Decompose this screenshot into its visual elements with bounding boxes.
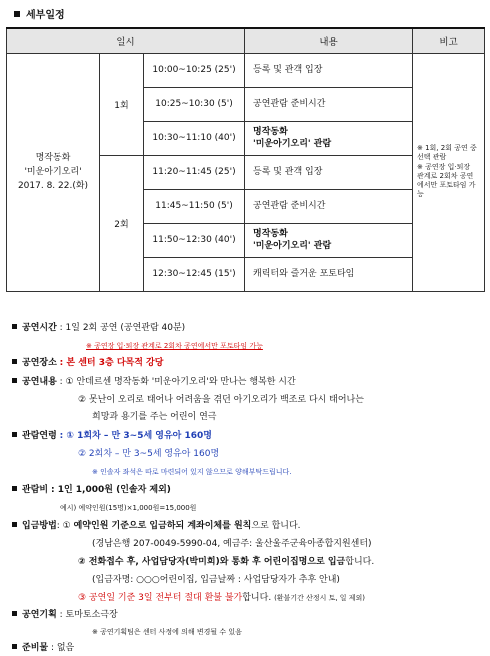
content-cell: 등록 및 관객 입장 bbox=[245, 53, 413, 87]
info-prep-value: : 없음 bbox=[50, 643, 75, 653]
section-title-text: 세부일정 bbox=[26, 10, 65, 21]
info-age-1: : ① 1회차 – 만 3~5세 영유아 160명 bbox=[59, 431, 212, 441]
note-cell bbox=[413, 53, 485, 291]
info-fee-label: 관람비 bbox=[22, 485, 49, 495]
round-2-label: 2회 bbox=[100, 155, 144, 291]
content-cell: 공연관람 준비시간 bbox=[245, 189, 413, 223]
info-plan-note: ※ 공연기획팀은 센터 사정에 의해 변경될 수 있음 bbox=[92, 628, 242, 636]
info-plan-value: : 토마토소극장 bbox=[59, 610, 118, 620]
note-line: ※ 1회, 2회 공연 중 선택 관람 bbox=[417, 144, 477, 161]
bullet-square-icon bbox=[12, 359, 17, 364]
bullet-square-icon bbox=[12, 644, 17, 649]
info-apply-1-bold: 예약인원 기준으로 입금하되 계좌이체를 원칙 bbox=[73, 521, 252, 531]
schedule-header-row bbox=[7, 28, 485, 53]
info-prep-label: 준비물 bbox=[22, 643, 49, 653]
event-subtitle: '미운아기오리' bbox=[24, 167, 82, 177]
bullet-square-icon bbox=[12, 432, 17, 437]
info-apply-1-prefix: : ① bbox=[56, 521, 74, 531]
info-age-2: ② 2회차 – 만 3~5세 영유아 160명 bbox=[78, 449, 220, 459]
info-apply-3 bbox=[78, 592, 365, 605]
schedule-table bbox=[6, 27, 485, 292]
info-time bbox=[12, 322, 185, 335]
info-age bbox=[12, 430, 212, 443]
info-apply-2-sub: (입금자명: ○○○어린이집, 입금날짜 : 사업담당자가 추후 안내) bbox=[92, 575, 340, 585]
info-place-label: 공연장소 bbox=[22, 358, 57, 368]
header-note: 비고 bbox=[413, 28, 485, 53]
event-date: 2017. 8. 22.(화) bbox=[17, 181, 89, 191]
event-title: 명작동화 bbox=[35, 153, 71, 163]
info-content-label: 공연내용 bbox=[22, 377, 57, 387]
time-cell: 10:30~11:10 (40') bbox=[144, 121, 245, 155]
info-place-value: : 본 센터 3층 다목적 강당 bbox=[59, 358, 164, 368]
info-age-note: ※ 인솔자 좌석은 따로 마련되어 있지 않으므로 양해부탁드립니다. bbox=[92, 468, 292, 476]
info-apply-2 bbox=[78, 556, 374, 569]
info-apply-3-small: (환불기간 산정시 토, 일 제외) bbox=[274, 594, 366, 602]
bullet-square-icon bbox=[12, 611, 17, 616]
info-apply-1 bbox=[12, 520, 301, 533]
info-time-value: : 1일 2회 공연 (공연관람 40분) bbox=[59, 323, 186, 333]
info-apply-1-suffix: 으로 합니다. bbox=[251, 521, 301, 531]
info-apply-2-bold: ② 전화접수 후, 사업담당자(박미희)와 통화 후 어린이집명으로 입금 bbox=[78, 557, 346, 567]
bullet-square-icon bbox=[14, 11, 20, 17]
content-cell: 명작동화 '미운아기오리' 관람 bbox=[245, 121, 413, 155]
info-plan-label: 공연기획 bbox=[22, 610, 57, 620]
info-prep bbox=[12, 642, 74, 655]
time-cell: 11:50~12:30 (40') bbox=[144, 223, 245, 257]
info-apply-3-red: ③ 공연일 기준 3일 전부터 절대 환불 불가 bbox=[78, 593, 243, 603]
info-time-note: ※ 공연장 입·퇴장 관계로 2회차 공연에서만 포토타임 가능 bbox=[86, 342, 263, 350]
info-fee-value: : 1인 1,000원 (인솔자 제외) bbox=[50, 485, 171, 495]
round-1-label: 1회 bbox=[100, 53, 144, 155]
time-cell: 11:20~11:45 (25') bbox=[144, 155, 245, 189]
info-age-label: 관람연령 bbox=[22, 431, 57, 441]
time-cell: 12:30~12:45 (15') bbox=[144, 257, 245, 291]
info-apply-3-suffix: 합니다. bbox=[242, 593, 272, 603]
event-cell bbox=[7, 53, 100, 291]
bullet-square-icon bbox=[12, 324, 17, 329]
content-cell: 등록 및 관객 입장 bbox=[245, 155, 413, 189]
content-cell: 공연관람 준비시간 bbox=[245, 87, 413, 121]
time-cell: 10:00~10:25 (25') bbox=[144, 53, 245, 87]
info-fee bbox=[12, 484, 171, 497]
info-fee-example: 예시) 예약인원(15명)×1,000원=15,000원 bbox=[60, 504, 197, 512]
info-apply-2-suffix: 합니다. bbox=[345, 557, 375, 567]
time-cell: 11:45~11:50 (5') bbox=[144, 189, 245, 223]
bullet-square-icon bbox=[12, 486, 17, 491]
info-content-2b: 희망과 용기를 주는 어린이 연극 bbox=[92, 412, 217, 422]
note-line: ※ 공연장 입·퇴장 관계로 2회차 공연에서만 포토타임 가능 bbox=[417, 163, 476, 198]
bullet-square-icon bbox=[12, 522, 17, 527]
info-content-2a: ② 못난이 오리로 태어나 어려움을 겪던 아기오리가 백조로 다시 태어나는 bbox=[78, 395, 364, 405]
info-plan bbox=[12, 609, 118, 622]
bullet-square-icon bbox=[12, 378, 17, 383]
info-apply-label: 입금방법 bbox=[22, 521, 57, 531]
info-content-1: : ① 안데르센 명작동화 '미운아기오리'와 만나는 행복한 시간 bbox=[59, 377, 296, 387]
content-cell: 명작동화 '미운아기오리' 관람 bbox=[245, 223, 413, 257]
content-cell: 캐릭터와 즐거운 포토타임 bbox=[245, 257, 413, 291]
header-content: 내용 bbox=[245, 28, 413, 53]
header-datetime: 일시 bbox=[7, 28, 245, 53]
info-place bbox=[12, 357, 163, 370]
info-apply-1-sub: (경남은행 207-0049-5990-04, 예금주: 울산울주군육아종합지원센터) bbox=[92, 539, 372, 549]
time-cell: 10:25~10:30 (5') bbox=[144, 87, 245, 121]
info-time-label: 공연시간 bbox=[22, 323, 57, 333]
section-title bbox=[14, 6, 65, 21]
info-content bbox=[12, 376, 296, 389]
table-row bbox=[7, 53, 485, 87]
